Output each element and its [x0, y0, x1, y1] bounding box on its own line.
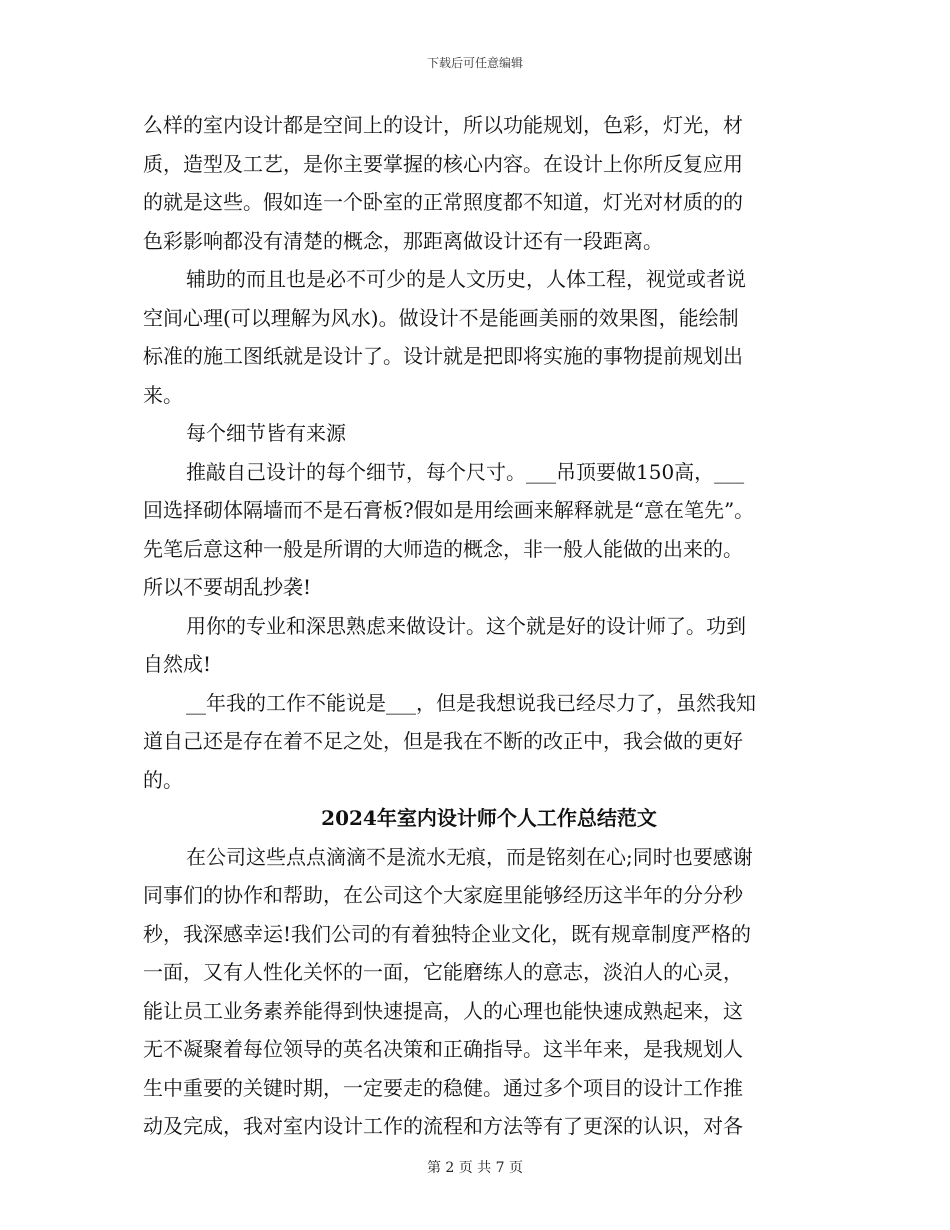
paragraph-line: 用你的专业和深思熟虑来做设计。这个就是好的设计师了。功到 — [186, 613, 746, 638]
paragraph-line: 在公司这些点点滴滴不是流水无痕，而是铭刻在心;同时也要感谢 — [186, 844, 753, 869]
paragraph-line: 推敲自己设计的每个细节，每个尺寸。___吊顶要做150高，___ — [186, 459, 745, 484]
paragraph-line: 色彩影响都没有清楚的概念，那距离做设计还有一段距离。 — [143, 228, 663, 253]
paragraph-line: 同事们的协作和帮助，在公司这个大家庭里能够经历这半年的分分秒 — [143, 883, 743, 907]
paragraph-line: 能让员工业务素养能得到快速提高，人的心理也能快速成熟起来，这 — [143, 998, 743, 1023]
paragraph-line: 来。 — [143, 382, 183, 407]
paragraph-line: 的。 — [143, 767, 183, 792]
paragraph-line: 道自己还是存在着不足之处，但是我在不断的改正中，我会做的更好 — [143, 729, 743, 753]
paragraph-line: 一面，又有人性化关怀的一面，它能磨练人的意志，淡泊人的心灵， — [143, 960, 743, 984]
paragraph-line: 回选择砌体隔墙而不是石膏板?假如是用绘画来解释就是“意在笔先”。 — [143, 498, 755, 522]
paragraph-line: 所以不要胡乱抄袭! — [143, 575, 312, 599]
paragraph-line: 动及完成，我对室内设计工作的流程和方法等有了更深的认识，对各 — [143, 1114, 743, 1138]
paragraph-line: 辅助的而且也是必不可少的是人文历史，人体工程，视觉或者说 — [186, 267, 746, 291]
paragraph-line: 自然成! — [143, 652, 212, 676]
paragraph-line: 秒，我深感幸运!我们公司的有着独特企业文化，既有规章制度严格的 — [143, 921, 752, 946]
paragraph-line: 每个细节皆有来源 — [186, 421, 346, 445]
paragraph-line: 的就是这些。假如连一个卧室的正常照度都不知道，灯光对材质的的 — [143, 190, 743, 214]
paragraph-line: 先笔后意这种一般是所谓的大师造的概念，非一般人能做的出来的。 — [143, 536, 743, 561]
paragraph-line: 标准的施工图纸就是设计了。设计就是把即将实施的事物提前规划出 — [143, 344, 743, 368]
page-footer: 第 2 页 共 7 页 — [426, 1160, 524, 1176]
paragraph-line: 空间心理(可以理解为风水)。做设计不是能画美丽的效果图，能绘制 — [143, 305, 739, 330]
page-header: 下载后可任意编辑 — [426, 56, 523, 70]
paragraph-line: 生中重要的关键时期，一定要走的稳健。通过多个项目的设计工作推 — [143, 1075, 743, 1100]
section-title: 2024年室内设计师个人工作总结范文 — [321, 806, 657, 830]
paragraph-line: 么样的室内设计都是空间上的设计，所以功能规划，色彩，灯光，材 — [143, 113, 743, 137]
paragraph-line: 无不凝聚着每位领导的英名决策和正确指导。这半年来，是我规划人 — [143, 1037, 743, 1061]
document-body — [143, 106, 823, 1146]
paragraph-line: __年我的工作不能说是___，但是我想说我已经尽力了，虽然我知 — [186, 690, 756, 715]
paragraph-line: 质，造型及工艺，是你主要掌握的核心内容。在设计上你所反复应用 — [143, 151, 743, 176]
